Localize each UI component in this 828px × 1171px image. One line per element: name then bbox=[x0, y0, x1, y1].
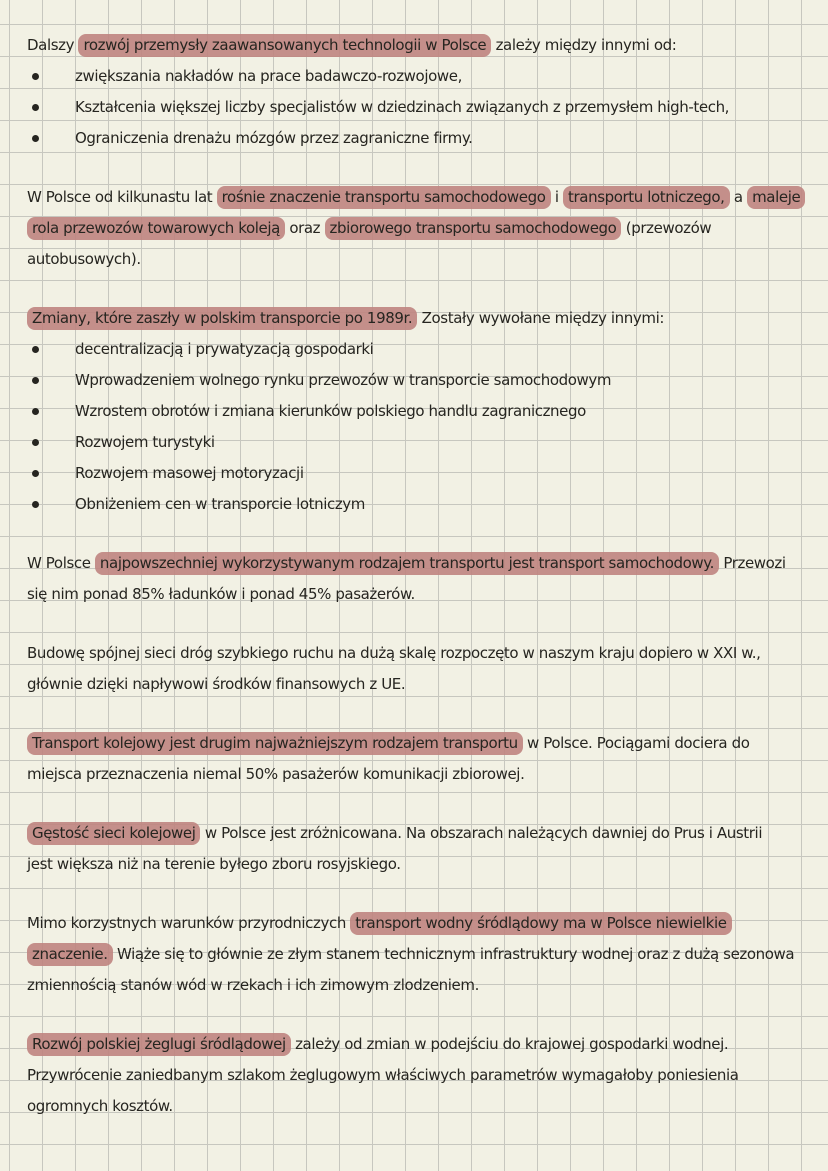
bullet-item bbox=[27, 123, 820, 154]
text-segment: W Polsce bbox=[27, 554, 95, 572]
text-segment: miejsca przeznaczenia niemal 50% pasażerów komunikacji zbiorowej. bbox=[27, 765, 525, 783]
text-line bbox=[27, 638, 820, 669]
highlighted-text: Gęstość sieci kolejowej bbox=[27, 822, 200, 845]
highlighted-text: rośnie znaczenie transportu samochodowego bbox=[217, 186, 551, 209]
highlighted-text: znaczenie. bbox=[27, 943, 113, 966]
text-line bbox=[27, 548, 820, 579]
bullet-list bbox=[27, 334, 820, 520]
text-line bbox=[27, 939, 820, 970]
paragraph-block-3 bbox=[27, 303, 820, 520]
highlighted-text: rozwój przemysły zaawansowanych technologii w Polsce bbox=[78, 34, 491, 57]
text-line bbox=[27, 244, 820, 275]
highlighted-text: rola przewozów towarowych koleją bbox=[27, 217, 285, 240]
text-segment: autobusowych). bbox=[27, 250, 141, 268]
text-segment: a bbox=[729, 188, 748, 206]
text-line bbox=[27, 849, 820, 880]
text-line bbox=[27, 182, 820, 213]
bullet-item bbox=[27, 489, 820, 520]
highlighted-text: transportu lotniczego, bbox=[563, 186, 730, 209]
text-segment: Obniżeniem cen w transporcie lotniczym bbox=[75, 495, 365, 513]
text-line bbox=[27, 30, 820, 61]
text-line bbox=[27, 669, 820, 700]
highlighted-text: Zmiany, które zaszły w polskim transporcie po 1989r. bbox=[27, 307, 417, 330]
text-segment: Dalszy bbox=[27, 36, 79, 54]
text-segment: Ograniczenia drenażu mózgów przez zagraniczne firmy. bbox=[75, 129, 473, 147]
bullet-item bbox=[27, 365, 820, 396]
paragraph-block-6 bbox=[27, 728, 820, 790]
text-segment: Wiąże się to głównie ze złym stanem technicznym infrastruktury wodnej oraz z dużą sezonowa bbox=[112, 945, 795, 963]
text-line bbox=[27, 818, 820, 849]
highlighted-text: transport wodny śródlądowy ma w Polsce niewielkie bbox=[350, 912, 731, 935]
paragraph-block-9 bbox=[27, 1029, 820, 1122]
text-segment: i bbox=[550, 188, 564, 206]
text-line bbox=[27, 213, 820, 244]
text-segment: Rozwojem masowej motoryzacji bbox=[75, 464, 304, 482]
text-segment: zależy od zmian w podejściu do krajowej gospodarki wodnej. bbox=[290, 1035, 729, 1053]
text-line bbox=[27, 728, 820, 759]
text-segment: zależy między innymi od: bbox=[491, 36, 677, 54]
text-segment: oraz bbox=[284, 219, 325, 237]
text-line bbox=[27, 579, 820, 610]
paragraph-block-1 bbox=[27, 30, 820, 154]
text-line bbox=[27, 303, 820, 334]
text-segment: Przywrócenie zaniedbanym szlakom żeglugowym właściwych parametrów wymagałoby poniesienia bbox=[27, 1066, 739, 1084]
text-line bbox=[27, 908, 820, 939]
highlighted-text: Rozwój polskiej żeglugi śródlądowej bbox=[27, 1033, 291, 1056]
text-segment: w Polsce. Pociągami dociera do bbox=[522, 734, 750, 752]
paragraph-block-4 bbox=[27, 548, 820, 610]
text-segment: Wprowadzeniem wolnego rynku przewozów w transporcie samochodowym bbox=[75, 371, 612, 389]
text-segment: Rozwojem turystyki bbox=[75, 433, 215, 451]
highlighted-text: maleje bbox=[747, 186, 805, 209]
bullet-item bbox=[27, 61, 820, 92]
bullet-item bbox=[27, 334, 820, 365]
text-line bbox=[27, 1029, 820, 1060]
text-segment: w Polsce jest zróżnicowana. Na obszarach należących dawniej do Prus i Austrii bbox=[200, 824, 763, 842]
text-segment: decentralizacją i prywatyzacją gospodarki bbox=[75, 340, 374, 358]
text-segment: (przewozów bbox=[621, 219, 712, 237]
text-segment: jest większa niż na terenie byłego zboru rosyjskiego. bbox=[27, 855, 401, 873]
text-segment: Przewozi bbox=[718, 554, 786, 572]
bullet-item bbox=[27, 427, 820, 458]
text-segment: Mimo korzystnych warunków przyrodniczych bbox=[27, 914, 351, 932]
highlighted-text: zbiorowego transportu samochodowego bbox=[325, 217, 622, 240]
paragraph-block-8 bbox=[27, 908, 820, 1001]
text-line bbox=[27, 970, 820, 1001]
text-line bbox=[27, 1060, 820, 1091]
text-line bbox=[27, 1091, 820, 1122]
bullet-item bbox=[27, 92, 820, 123]
text-segment: głównie dzięki napływowi środków finansowych z UE. bbox=[27, 675, 406, 693]
highlighted-text: najpowszechniej wykorzystywanym rodzajem transportu jest transport samochodowy. bbox=[95, 552, 719, 575]
text-segment: Zostały wywołane między innymi: bbox=[417, 309, 664, 327]
paragraph-block-5 bbox=[27, 638, 820, 700]
bullet-item bbox=[27, 396, 820, 427]
text-segment: zwiększania nakładów na prace badawczo-rozwojowe, bbox=[75, 67, 462, 85]
text-segment: Budowę spójnej sieci dróg szybkiego ruchu na dużą skalę rozpoczęto w naszym kraju dopiero w XXI w., bbox=[27, 644, 761, 662]
bullet-item bbox=[27, 458, 820, 489]
paragraph-block-2 bbox=[27, 182, 820, 275]
highlighted-text: Transport kolejowy jest drugim najważniejszym rodzajem transportu bbox=[27, 732, 523, 755]
text-segment: zmiennością stanów wód w rzekach i ich zimowym zlodzeniem. bbox=[27, 976, 479, 994]
text-line bbox=[27, 759, 820, 790]
text-segment: Kształcenia większej liczby specjalistów w dziedzinach związanych z przemysłem high-tech, bbox=[75, 98, 730, 116]
text-segment: ogromnych kosztów. bbox=[27, 1097, 173, 1115]
text-segment: Wzrostem obrotów i zmiana kierunków polskiego handlu zagranicznego bbox=[75, 402, 586, 420]
paragraph-block-7 bbox=[27, 818, 820, 880]
text-segment: się nim ponad 85% ładunków i ponad 45% pasażerów. bbox=[27, 585, 415, 603]
bullet-list bbox=[27, 61, 820, 154]
text-segment: W Polsce od kilkunastu lat bbox=[27, 188, 217, 206]
